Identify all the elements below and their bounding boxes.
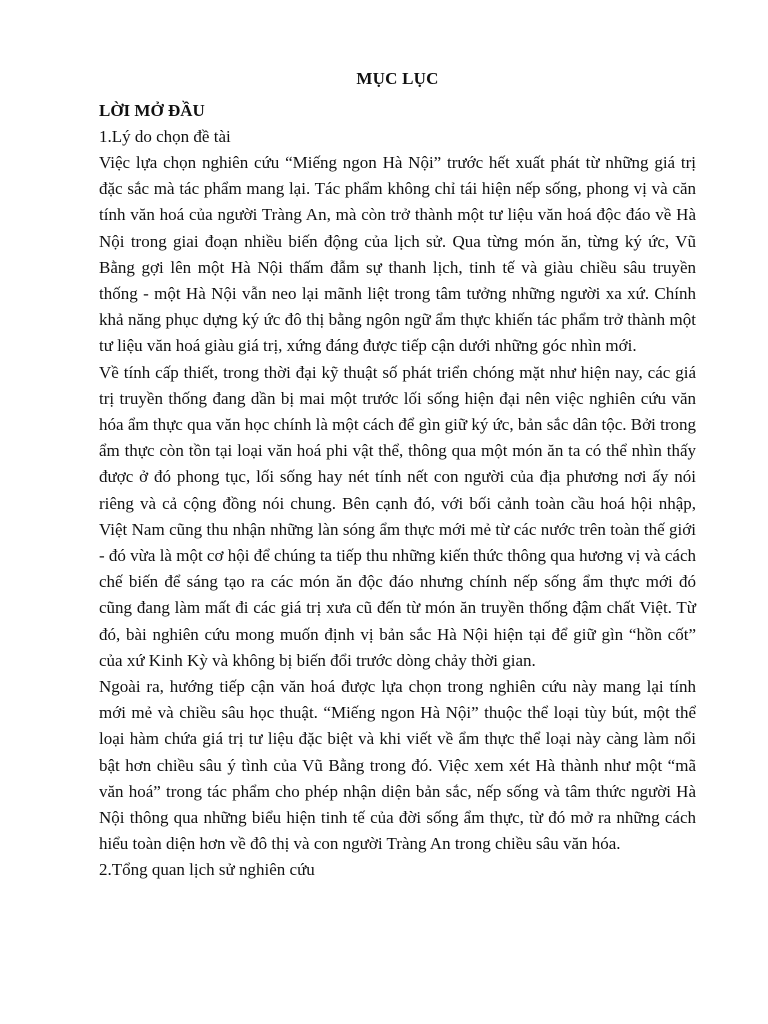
paragraph-1: Việc lựa chọn nghiên cứu “Miếng ngon Hà Nội” trước hết xuất phát từ những giá trị đặc sắc mà tác phẩm mang lại. Tác phẩm không chỉ tái hiện nếp sống, phong vị và căn tính văn hoá của người Tràng An, mà còn trở thành một tư liệu văn hoá độc đáo về Hà Nội trong giai đoạn nhiều biến động của lịch sử. Qua từng món ăn, từng ký ức, Vũ Bằng gợi lên một Hà Nội thấm đẫm sự thanh lịch, tinh tế và giàu chiều sâu truyền thống - một Hà Nội vẫn neo lại mãnh liệt trong tâm tưởng những người xa xứ. Chính khả năng phục dựng ký ức đô thị bằng ngôn ngữ ẩm thực khiến tác phẩm trở thành một tư liệu văn hoá giàu giá trị, xứng đáng được tiếp cận dưới những góc nhìn mới. (99, 153, 696, 356)
paragraph-2: Về tính cấp thiết, trong thời đại kỹ thuật số phát triển chóng mặt như hiện nay, các giá trị truyền thống đang dần bị mai một trước lối sống hiện đại nên việc nghiên cứu văn hóa ẩm thực qua văn học chính là một cách để gìn giữ ký ức, bản sắc dân tộc. Bởi trong ẩm thực còn tồn tại loại văn hoá phi vật thể, thông qua một món ăn ta có thể nhìn thấy được ở đó phong tục, lối sống hay nét tính nết con người của địa phương nơi ấy nói riêng và cả cộng đồng nói chung. Bên cạnh đó, với bối cảnh toàn cầu hoá hội nhập, Việt Nam cũng thu nhận những làn sóng ẩm thực mới mẻ từ các nước trên toàn thế giới - đó vừa là một cơ hội để chúng ta tiếp thu những kiến thức thông qua hương vị và cách chế biến để sáng tạo ra các món ăn độc đáo nhưng chính nếp sống ẩm thực mới đó cũng đang làm mất đi các giá trị xưa cũ đến từ món ăn truyền thống đậm chất Việt. Từ đó, bài nghiên cứu mong muốn định vị bản sắc Hà Nội hiện tại để giữ gìn “hồn cốt” của xứ Kinh Kỳ và không bị biến đổi trước dòng chảy thời gian. (99, 362, 696, 670)
subsection-heading-overview: 2.Tổng quan lịch sử nghiên cứu (99, 860, 315, 880)
subsection-heading-reason: 1.Lý do chọn đề tài (99, 127, 231, 146)
paragraph-3: Ngoài ra, hướng tiếp cận văn hoá được lựa chọn trong nghiên cứu này mang lại tính mới mẻ và chiều sâu học thuật. “Miếng ngon Hà Nội” thuộc thể loại tùy bút, một thể loại hàm chứa giá trị tư liệu đặc biệt và khi viết về ẩm thực thể loại này càng làm nổi bật hơn chiều sâu ý tình của Vũ Bằng trong đó. Việc xem xét Hà thành như một “mã văn hoá” trong tác phẩm cho phép nhận diện bản sắc, nếp sống và tâm thức người Hà Nội thông qua những biểu hiện tinh tế của đời sống ẩm thực, từ đó mở ra những cách hiểu toàn diện hơn về đô thị và con người Tràng An trong chiều sâu văn hóa. (99, 677, 696, 854)
page-title: MỤC LỤC (356, 69, 439, 88)
section-heading: LỜI MỞ ĐẦU (99, 101, 205, 120)
